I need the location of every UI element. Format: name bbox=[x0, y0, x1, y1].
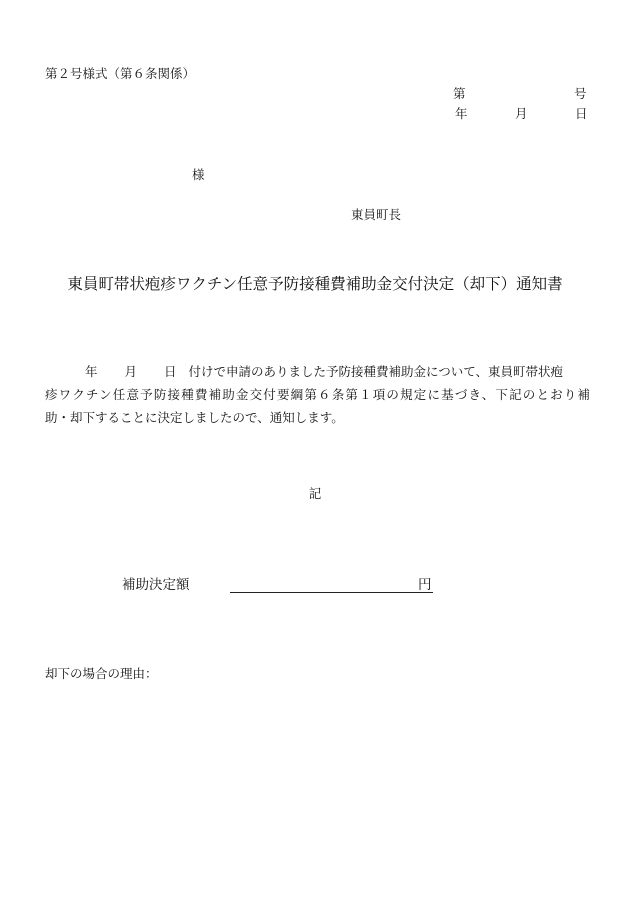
date-month-label: 月 bbox=[515, 106, 528, 121]
form-number: 第２号様式（第６条関係） bbox=[45, 66, 196, 81]
body-line-1 bbox=[45, 360, 590, 383]
body-line-1-text: 付けで申請のありました予防接種費補助金について、東員町帯状疱 bbox=[188, 364, 564, 379]
body-line-2: 疹ワクチン任意予防接種費補助金交付要綱第６条第１項の規定に基づき、下記のとおり補 bbox=[45, 387, 590, 402]
amount-unit: 円 bbox=[418, 577, 432, 593]
body-month: 月 bbox=[124, 364, 138, 379]
document-number-suffix: 号 bbox=[574, 86, 587, 101]
date-year-label: 年 bbox=[455, 106, 468, 121]
document-title: 東員町帯状疱疹ワクチン任意予防接種費補助金交付決定（却下）通知書 bbox=[67, 275, 563, 293]
date-day-label: 日 bbox=[575, 106, 588, 121]
ki-heading: 記 bbox=[308, 486, 322, 501]
amount-label: 補助決定額 bbox=[122, 577, 190, 593]
body-paragraph bbox=[45, 360, 590, 429]
issuer-name: 東員町長 bbox=[351, 207, 402, 222]
amount-underline bbox=[230, 592, 433, 593]
body-year: 年 bbox=[85, 364, 98, 379]
recipient-honorific: 様 bbox=[192, 167, 205, 182]
document-number-prefix: 第 bbox=[453, 86, 466, 101]
body-day: 日 bbox=[164, 364, 177, 379]
body-line-3: 助・却下することに決定しましたので、通知します。 bbox=[45, 410, 344, 425]
rejection-reason-label: 却下の場合の理由： bbox=[45, 666, 158, 681]
